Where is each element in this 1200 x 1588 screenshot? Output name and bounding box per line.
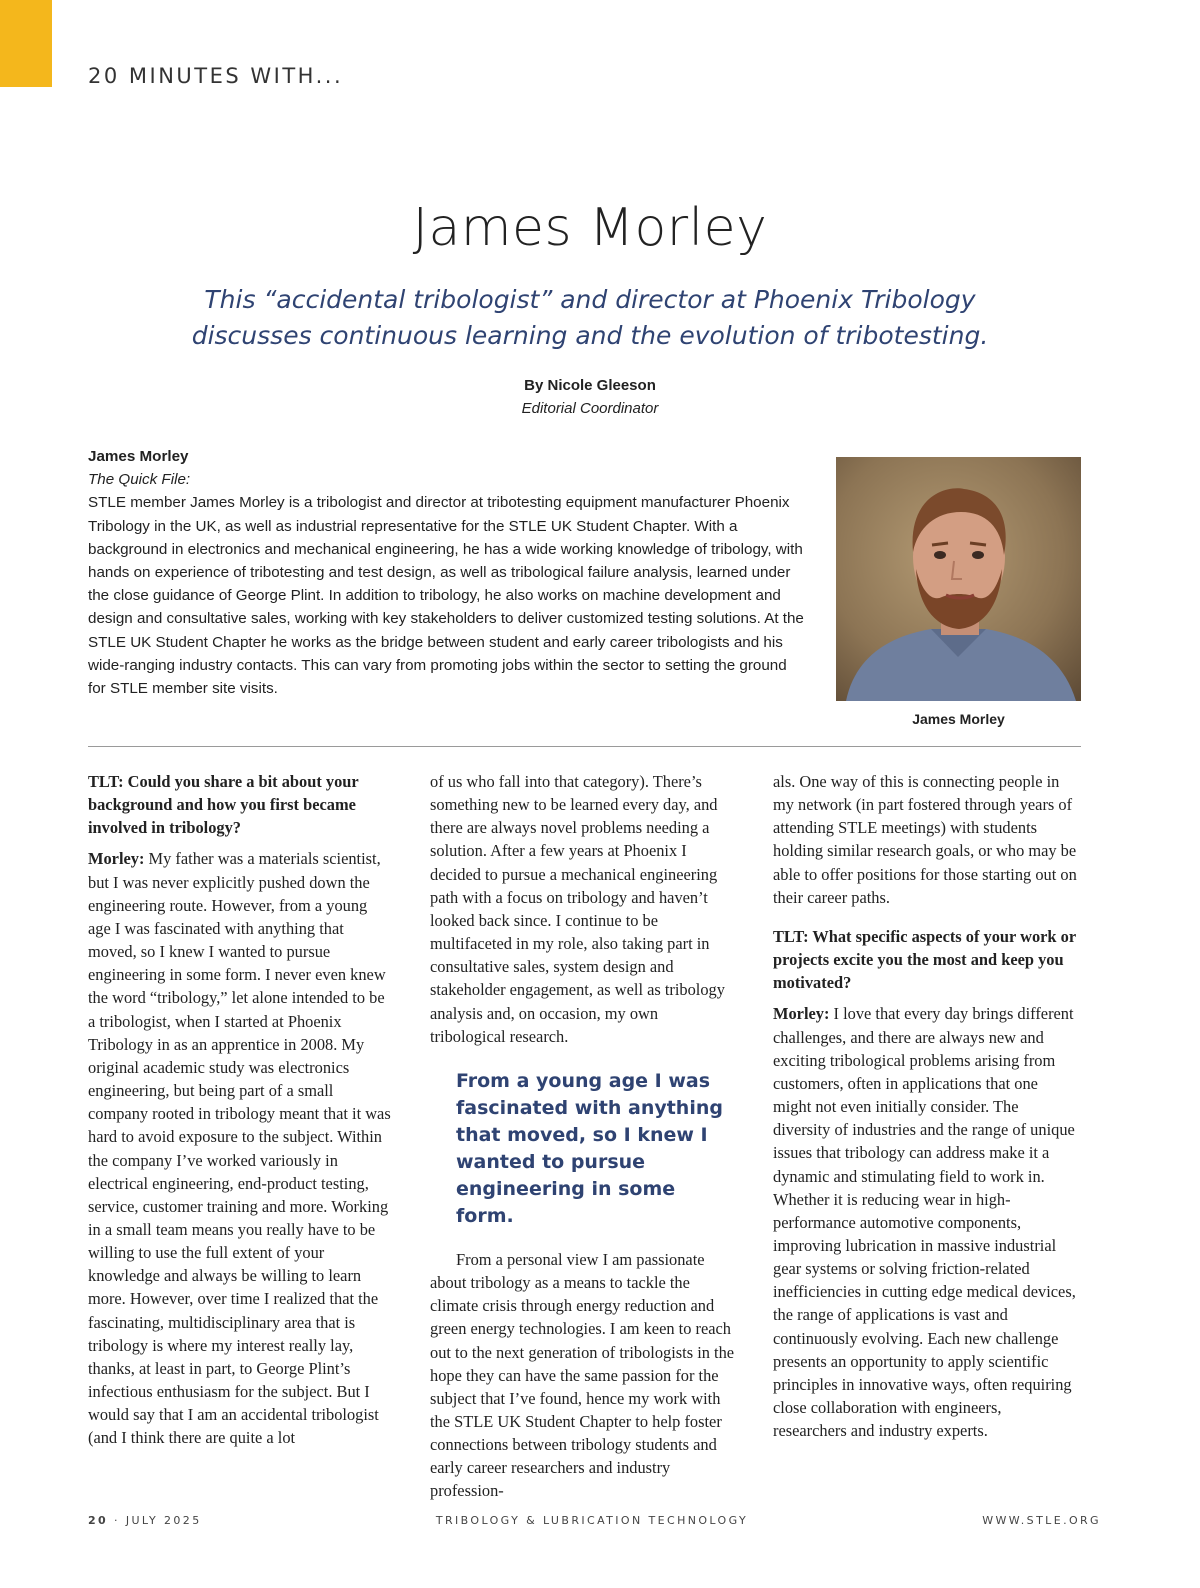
answer-2-text: I love that every day brings different challenges, and there are always new and exciting tribological problems arising from customers, often in applications that one might not even initially consider. The diversity of industries and the range of unique issues that tribology can address make it a dynamic and stimulating field to work in. Whether it is reducing wear in high-performance automotive components, improving lubrication in massive industrial gear systems or solving friction-related inefficiencies in cutting edge medical devices, the range of applications is vast and continuously evolving. Each new challenge presents an opportunity to apply scientific principles in innovative ways, often requiring close collaboration with engineers, researchers and industry experts. [773,1004,1076,1441]
answer-1-text-1: My father was a materials scientist, but I was never explicitly pushed down the engineering route. However, from a young age I was fascinated with anything that moved, so I knew I wanted to pursue engineering in some form. I never even knew the word “tribology,” let alone intended to be a tribologist, when I started at Phoenix Tribology in as an apprentice in 2008. My original academic study was electronics engineering, but being part of a small company rooted in tribology meant that it was hard to avoid exposure to the subject. Within the company I’ve worked variously in electrical engineering, end-product testing, service, customer training and more. Working in a small team means you really have to be willing to use the full extent of your knowledge and always be willing to learn more. However, over time I realized that the fascinating, multidisciplinary area that is tribology is where my interest really lay, thanks, at least in part, to George Plint’s infectious enthusiasm for the subject. But I would say that I am an accidental tribologist (and I think there are quite a lot [88,849,391,1448]
issue-date: JULY 2025 [125,1514,202,1527]
question-2 [773,925,1079,994]
website-url: WWW.STLE.ORG [982,1514,1101,1527]
question-2-tag: TLT: [773,926,809,946]
quick-file [88,445,808,700]
answer-2-tag: Morley: [773,1004,830,1024]
article-subtitle [120,282,1060,354]
pull-quote: From a young age I was fascinated with anything that moved, so I knew I wanted to pursue engineering in some form. [456,1069,723,1227]
answer-1-tag: Morley: [88,849,145,869]
accent-bar [0,0,52,87]
column-3 [773,770,1079,1442]
answer-1-part-1 [88,847,394,1449]
portrait-photo [836,457,1081,701]
publication-name: TRIBOLOGY & LUBRICATION TECHNOLOGY [435,1514,749,1527]
answer-1-part-2: of us who fall into that category). There’s something new to be learned every day, and there are always novel problems needing a solution. After a few years at Phoenix I decided to pursue a mechanical engineering path with a focus on tribology and haven’t looked back since. I continue to be multifaceted in my role, also taking part in consultative sales, system design and stakeholder engagement, as well as tribology analysis and, on occasion, my own tribological research. [430,772,725,1046]
quick-file-label: The Quick File: [88,471,191,489]
section-label: 20 MINUTES WITH... [88,64,344,88]
question-1-text: Could you share a bit about your background and how you first became involved in tribology? [88,772,359,838]
answer-1-part-3: From a personal view I am passionate about tribology as a means to tackle the climate crisis through energy reduction and green energy technologies. I am keen to reach out to the next generation of tribologists in the hope they can have the same passion for the subject that I’ve found, hence my work with the STLE UK Student Chapter to help foster connections between tribology students and early career researchers and industry profession- [430,1249,735,1501]
quick-file-name: James Morley [88,448,189,465]
article-title: James Morley [412,198,768,258]
portrait-image [836,457,1081,701]
photo-caption: James Morley [912,711,1005,727]
question-1 [88,770,394,839]
subtitle-line-2: discusses continuous learning and the evolution of tribotesting. [191,321,989,350]
page-number: 20 [88,1514,109,1527]
answer-1-part-4: als. One way of this is connecting people in my network (in part fostered through years of attending STLE meetings) with students holding similar research goals, or who may be able to offer positions for those starting out on their career paths. [773,772,1077,907]
footer-separator: · [114,1514,120,1527]
question-1-tag: TLT: [88,772,124,791]
column-2 [430,770,736,1503]
section-divider [88,746,1081,747]
quick-file-body: STLE member James Morley is a tribologist and director at tribotesting equipment manufacturer Phoenix Tribology in the UK, as well as industrial representative for the STLE UK Student Chapter. With a background in electronics and mechanical engineering, he has a wide working knowledge of tribology, with hands on experience of tribotesting and test design, as well as tribological failure analysis, learned under the close guidance of George Plint. In addition to tribology, he also works on machine development and design and consultative sales, working with key stakeholders to deliver customized testing solutions. At the STLE UK Student Chapter he works as the bridge between student and early career tribologists and his wide-ranging industry contacts. This can vary from promoting jobs within the sector to setting the ground for STLE member site visits. [88,494,804,698]
byline [300,374,880,420]
question-2-text: What specific aspects of your work or projects excite you the most and keep you motivated? [773,926,1076,993]
author-role: Editorial Coordinator [521,400,659,417]
author-name: By Nicole Gleeson [524,377,656,394]
subtitle-line-1: This “accidental tribologist” and director at Phoenix Tribology [204,285,976,314]
answer-2 [773,1002,1079,1442]
column-1 [88,770,394,1450]
